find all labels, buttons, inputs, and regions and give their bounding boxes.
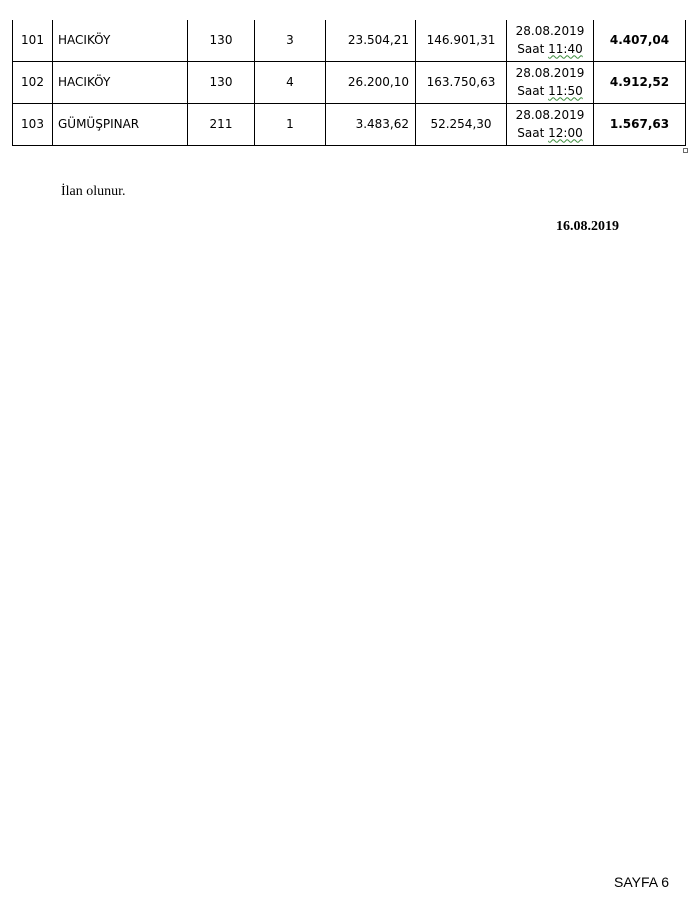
value-cell: 146.901,31: [416, 20, 507, 62]
area-cell: 3.483,62: [326, 104, 416, 146]
auction-datetime-cell: [507, 104, 594, 146]
value-cell: 163.750,63: [416, 62, 507, 104]
table-row: [13, 20, 686, 62]
document-date: 16.08.2019: [556, 219, 619, 234]
lot-number-cell: 101: [13, 20, 53, 62]
table-resize-handle[interactable]: [683, 148, 688, 153]
auction-date: 28.08.2019: [515, 24, 585, 39]
auction-time-line: [507, 83, 593, 100]
location-cell: GÜMÜŞPINAR: [53, 104, 188, 146]
auction-time: 11:50: [548, 83, 583, 98]
lot-number-cell: 102: [13, 62, 53, 104]
block-cell: 130: [188, 20, 255, 62]
auction-date: 28.08.2019: [515, 108, 585, 123]
deposit-cell: 1.567,63: [594, 104, 686, 146]
parcel-cell: 1: [255, 104, 326, 146]
deposit-cell: 4.912,52: [594, 62, 686, 104]
auction-datetime-cell: [507, 20, 594, 62]
time-prefix: Saat: [517, 83, 549, 98]
auction-datetime-cell: [507, 62, 594, 104]
time-prefix: Saat: [517, 125, 549, 140]
auction-time-line: [507, 41, 593, 58]
auction-time: 12:00: [548, 125, 583, 140]
location-cell: HACIKÖY: [53, 20, 188, 62]
location-cell: HACIKÖY: [53, 62, 188, 104]
parcel-cell: 4: [255, 62, 326, 104]
block-cell: 211: [188, 104, 255, 146]
parcel-cell: 3: [255, 20, 326, 62]
auction-date: 28.08.2019: [515, 66, 585, 81]
page-number: SAYFA 6: [614, 874, 669, 890]
area-cell: 26.200,10: [326, 62, 416, 104]
table-row: [13, 62, 686, 104]
deposit-cell: 4.407,04: [594, 20, 686, 62]
block-cell: 130: [188, 62, 255, 104]
time-prefix: Saat: [517, 41, 549, 56]
table-row: [13, 104, 686, 146]
auction-time: 11:40: [548, 41, 583, 56]
value-cell: 52.254,30: [416, 104, 507, 146]
auction-lots-table: [12, 20, 686, 146]
area-cell: 23.504,21: [326, 20, 416, 62]
lot-number-cell: 103: [13, 104, 53, 146]
closing-statement: İlan olunur.: [61, 184, 126, 199]
auction-time-line: [507, 125, 593, 142]
